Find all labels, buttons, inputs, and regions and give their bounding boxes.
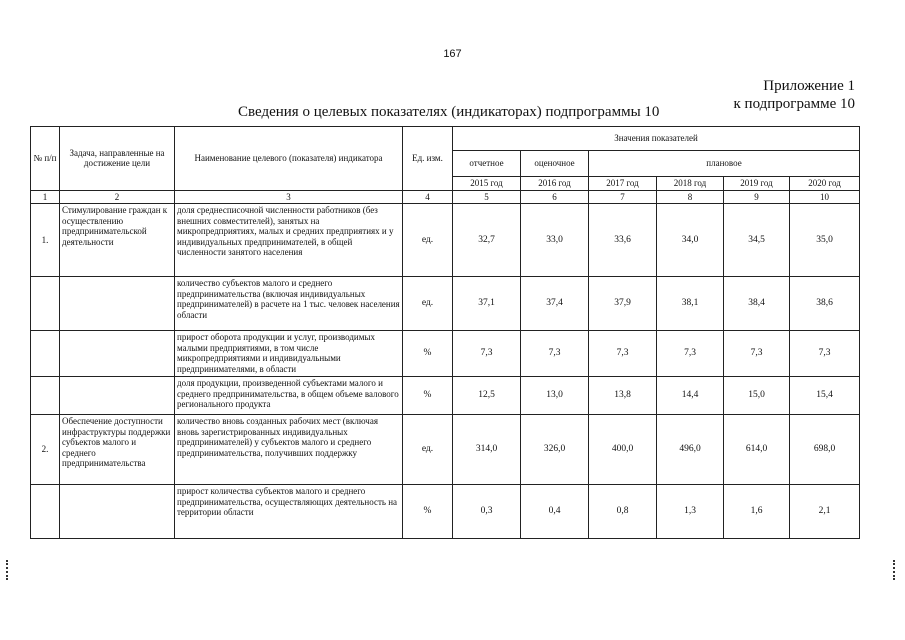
value-cell: 0,3 (453, 485, 521, 539)
table-row (31, 377, 860, 415)
unit-cell: % (403, 377, 453, 415)
document-title: Сведения о целевых показателях (индикаторах) подпрограммы 10 (238, 104, 660, 120)
appendix-line-2: к подпрограмме 10 (733, 96, 855, 112)
value-cell: 38,6 (790, 277, 860, 331)
value-cell: 7,3 (453, 331, 521, 377)
header-year: 2016 год (521, 177, 589, 191)
value-cell: 37,4 (521, 277, 589, 331)
value-cell: 33,6 (589, 204, 657, 277)
value-cell: 37,9 (589, 277, 657, 331)
indicators-table (30, 126, 860, 539)
value-cell: 614,0 (724, 415, 790, 485)
row-number (31, 277, 60, 331)
header-indicator: Наименование целевого (показателя) индикатора (175, 127, 403, 191)
indicator-cell: доля среднесписочной численности работников (без внешних совместителей), занятых на микропредприятиях, малых и средних предприятиях и у индивидуальных предпринимателей, в общей численности занятого населения (175, 204, 403, 277)
value-cell: 33,0 (521, 204, 589, 277)
unit-cell: % (403, 331, 453, 377)
value-cell: 7,3 (724, 331, 790, 377)
table-row (31, 204, 860, 277)
table-row (31, 485, 860, 539)
task-cell: Стимулирование граждан к осуществлению предпринимательской деятельности (60, 204, 175, 277)
task-cell (60, 331, 175, 377)
table-row (31, 277, 860, 331)
page-number: 167 (443, 48, 462, 60)
header-year: 2020 год (790, 177, 860, 191)
value-cell: 13,0 (521, 377, 589, 415)
column-number: 2 (60, 190, 175, 204)
row-number (31, 331, 60, 377)
header-task: Задача, направленные на достижение цели (60, 127, 175, 191)
value-cell: 34,0 (657, 204, 724, 277)
unit-cell: ед. (403, 415, 453, 485)
value-cell: 38,1 (657, 277, 724, 331)
row-number: 1. (31, 204, 60, 277)
value-cell: 15,4 (790, 377, 860, 415)
header-reported: отчетное (453, 151, 521, 177)
appendix-line-1: Приложение 1 (763, 78, 855, 94)
column-number: 1 (31, 190, 60, 204)
header-unit: Ед. изм. (403, 127, 453, 191)
column-number: 9 (724, 190, 790, 204)
appendix-note (734, 77, 856, 113)
column-number: 8 (657, 190, 724, 204)
header-planned: плановое (589, 151, 860, 177)
value-cell: 7,3 (790, 331, 860, 377)
header-estimated: оценочное (521, 151, 589, 177)
indicator-cell: доля продукции, произведенной субъектами малого и среднего предпринимательства, в общем объеме валового регионального продукта (175, 377, 403, 415)
header-year: 2017 год (589, 177, 657, 191)
value-cell: 7,3 (657, 331, 724, 377)
row-number (31, 485, 60, 539)
column-number: 7 (589, 190, 657, 204)
indicator-cell: прирост оборота продукции и услуг, производимых малыми предприятиями, в том числе микропредприятиями и индивидуальными предпринимателями, в области (175, 331, 403, 377)
task-cell (60, 377, 175, 415)
task-cell (60, 485, 175, 539)
indicator-cell: прирост количества субъектов малого и среднего предпринимательства, осуществляющих деятельность на территории области (175, 485, 403, 539)
column-number: 4 (403, 190, 453, 204)
value-cell: 496,0 (657, 415, 724, 485)
value-cell: 7,3 (521, 331, 589, 377)
value-cell: 0,4 (521, 485, 589, 539)
task-cell: Обеспечение доступности инфраструктуры поддержки субъектов малого и среднего предпринимательства (60, 415, 175, 485)
value-cell: 400,0 (589, 415, 657, 485)
value-cell: 14,4 (657, 377, 724, 415)
column-number: 6 (521, 190, 589, 204)
value-cell: 7,3 (589, 331, 657, 377)
column-number: 3 (175, 190, 403, 204)
column-number: 10 (790, 190, 860, 204)
value-cell: 698,0 (790, 415, 860, 485)
value-cell: 0,8 (589, 485, 657, 539)
left-binding-mark (6, 560, 10, 580)
unit-cell: ед. (403, 277, 453, 331)
table-row (31, 331, 860, 377)
value-cell: 12,5 (453, 377, 521, 415)
value-cell: 38,4 (724, 277, 790, 331)
value-cell: 35,0 (790, 204, 860, 277)
value-cell: 314,0 (453, 415, 521, 485)
column-number: 5 (453, 190, 521, 204)
header-year: 2015 год (453, 177, 521, 191)
value-cell: 37,1 (453, 277, 521, 331)
value-cell: 1,3 (657, 485, 724, 539)
right-binding-mark (893, 560, 897, 580)
value-cell: 1,6 (724, 485, 790, 539)
value-cell: 34,5 (724, 204, 790, 277)
value-cell: 15,0 (724, 377, 790, 415)
task-cell (60, 277, 175, 331)
header-values: Значения показателей (453, 127, 860, 151)
unit-cell: ед. (403, 204, 453, 277)
unit-cell: % (403, 485, 453, 539)
indicator-cell: количество вновь созданных рабочих мест (включая вновь зарегистрированных индивидуальных предпринимателей) у субъектов малого и среднего предпринимательства, получивших поддержку (175, 415, 403, 485)
table-row (31, 415, 860, 485)
row-number (31, 377, 60, 415)
header-year: 2019 год (724, 177, 790, 191)
indicator-cell: количество субъектов малого и среднего предпринимательства (включая индивидуальных предпринимателей) в расчете на 1 тыс. человек населения области (175, 277, 403, 331)
value-cell: 32,7 (453, 204, 521, 277)
header-num: № п/п (31, 127, 60, 191)
value-cell: 326,0 (521, 415, 589, 485)
value-cell: 2,1 (790, 485, 860, 539)
value-cell: 13,8 (589, 377, 657, 415)
header-year: 2018 год (657, 177, 724, 191)
row-number: 2. (31, 415, 60, 485)
